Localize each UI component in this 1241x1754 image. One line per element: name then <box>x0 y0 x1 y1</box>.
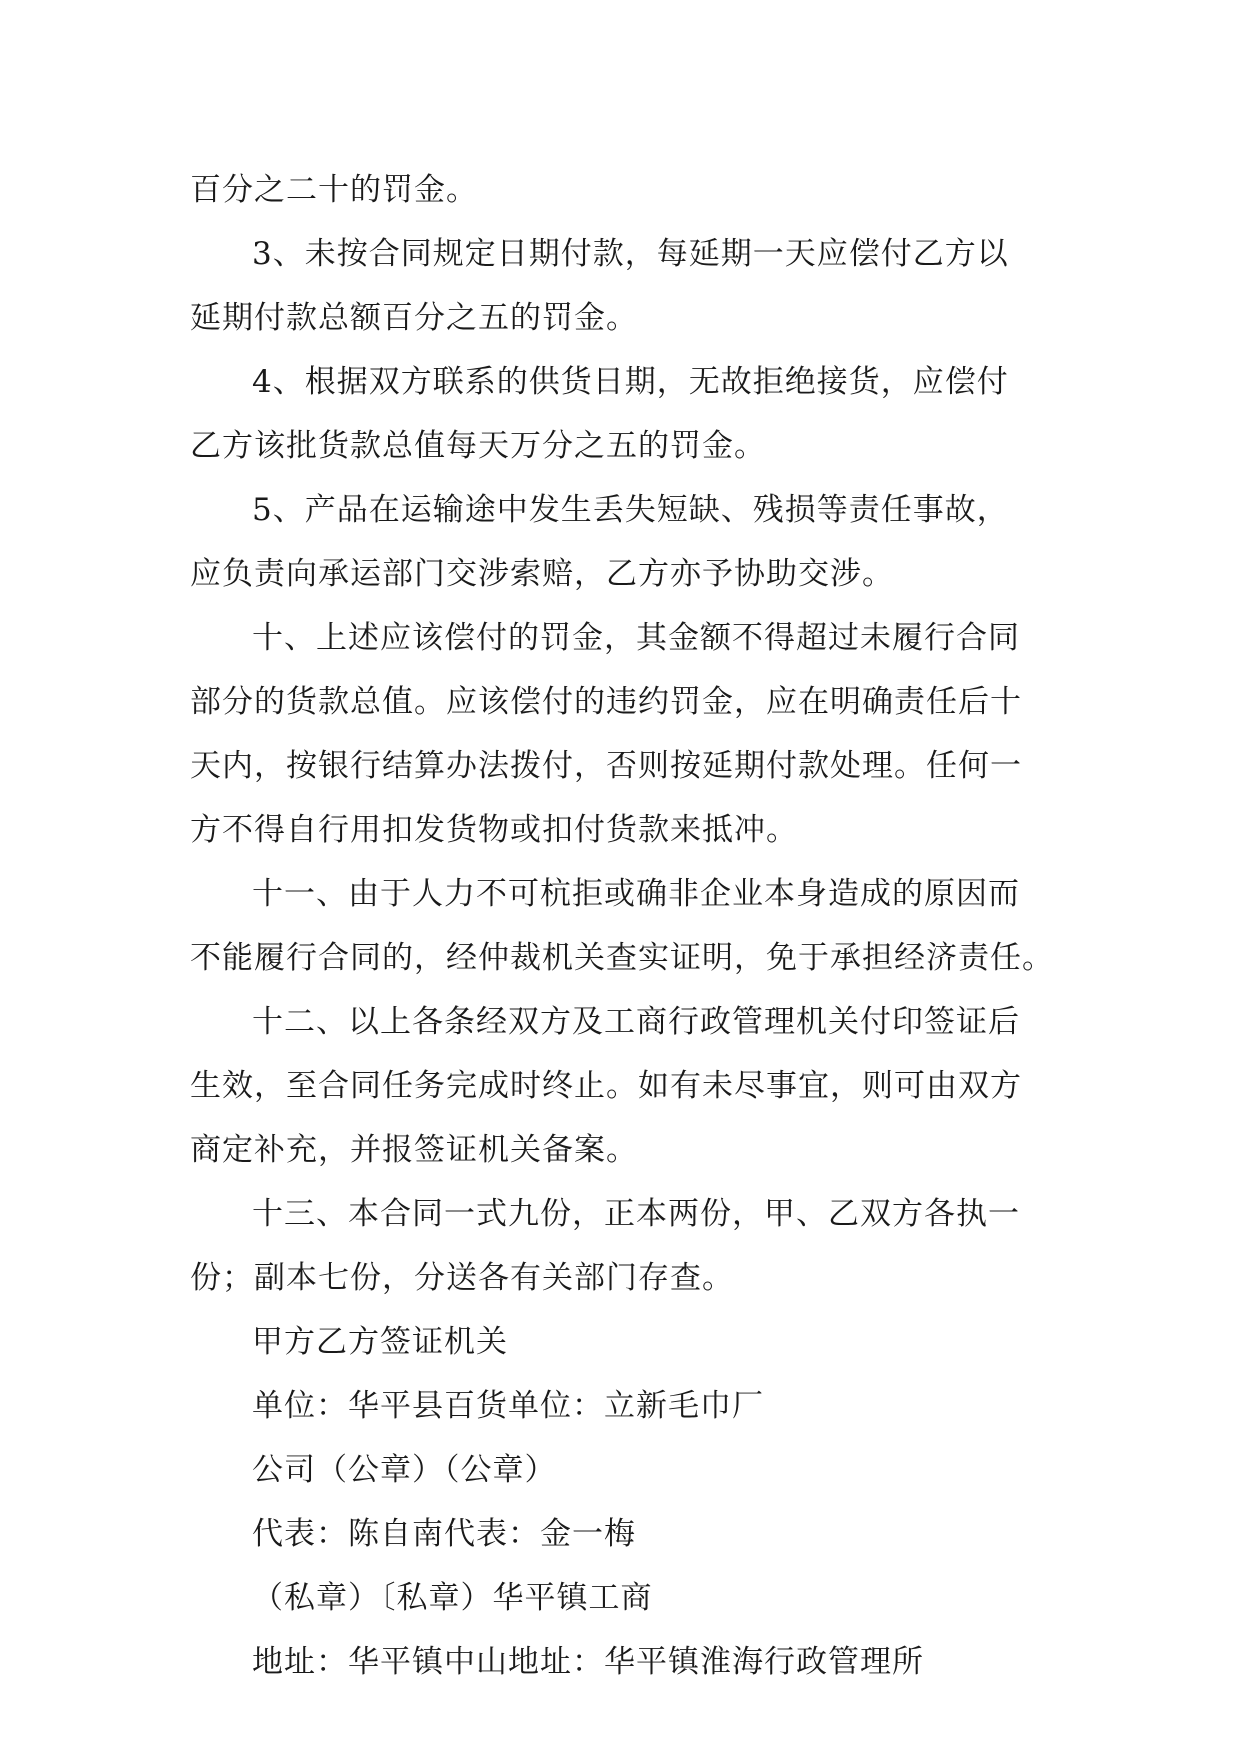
signature-line: 单位：华平县百货单位：立新毛巾厂 <box>252 1388 764 1424</box>
body-line: 应负责向承运部门交涉索赔，乙方亦予协助交涉。 <box>190 556 894 592</box>
body-line: 部分的货款总值。应该偿付的违约罚金，应在明确责任后十 <box>190 684 1022 720</box>
body-line: 4、根据双方联系的供货日期，无故拒绝接货，应偿付 <box>252 364 1009 400</box>
signature-line: 公司（公章）（公章） <box>252 1452 557 1488</box>
signature-line: 地址：华平镇中山地址：华平镇淮海行政管理所 <box>252 1644 924 1680</box>
body-line: 不能履行合同的，经仲裁机关查实证明，免于承担经济责任。 <box>190 940 1054 976</box>
body-line: 5、产品在运输途中发生丢失短缺、残损等责任事故， <box>252 492 1009 528</box>
contract-body <box>190 158 1054 1310</box>
body-line: 生效，至合同任务完成时终止。如有未尽事宜，则可由双方 <box>190 1068 1022 1104</box>
body-line: 方不得自行用扣发货物或扣付货款来抵冲。 <box>190 812 798 848</box>
body-line: 十三、本合同一式九份，正本两份，甲、乙双方各执一 <box>252 1196 1020 1232</box>
signature-line: （私章）〔私章）华平镇工商 <box>252 1580 653 1616</box>
body-line: 十二、以上各条经双方及工商行政管理机关付印签证后 <box>252 1004 1020 1040</box>
body-line: 3、未按合同规定日期付款，每延期一天应偿付乙方以 <box>252 236 1009 272</box>
body-line: 乙方该批货款总值每天万分之五的罚金。 <box>190 428 766 464</box>
body-line: 商定补充，并报签证机关备案。 <box>190 1132 638 1168</box>
body-line: 十一、由于人力不可杭拒或确非企业本身造成的原因而 <box>252 876 1020 912</box>
signature-line: 甲方乙方签证机关 <box>252 1324 508 1360</box>
body-line: 百分之二十的罚金。 <box>190 172 478 208</box>
body-line: 份；副本七份，分送各有关部门存查。 <box>190 1260 734 1296</box>
body-line: 十、上述应该偿付的罚金，其金额不得超过未履行合同 <box>252 620 1020 656</box>
document-page <box>190 158 1054 1694</box>
body-line: 延期付款总额百分之五的罚金。 <box>190 300 638 336</box>
signature-block <box>190 1310 1050 1694</box>
body-line: 天内，按银行结算办法拨付，否则按延期付款处理。任何一 <box>190 748 1022 784</box>
signature-line: 代表：陈自南代表：金一梅 <box>252 1516 636 1552</box>
